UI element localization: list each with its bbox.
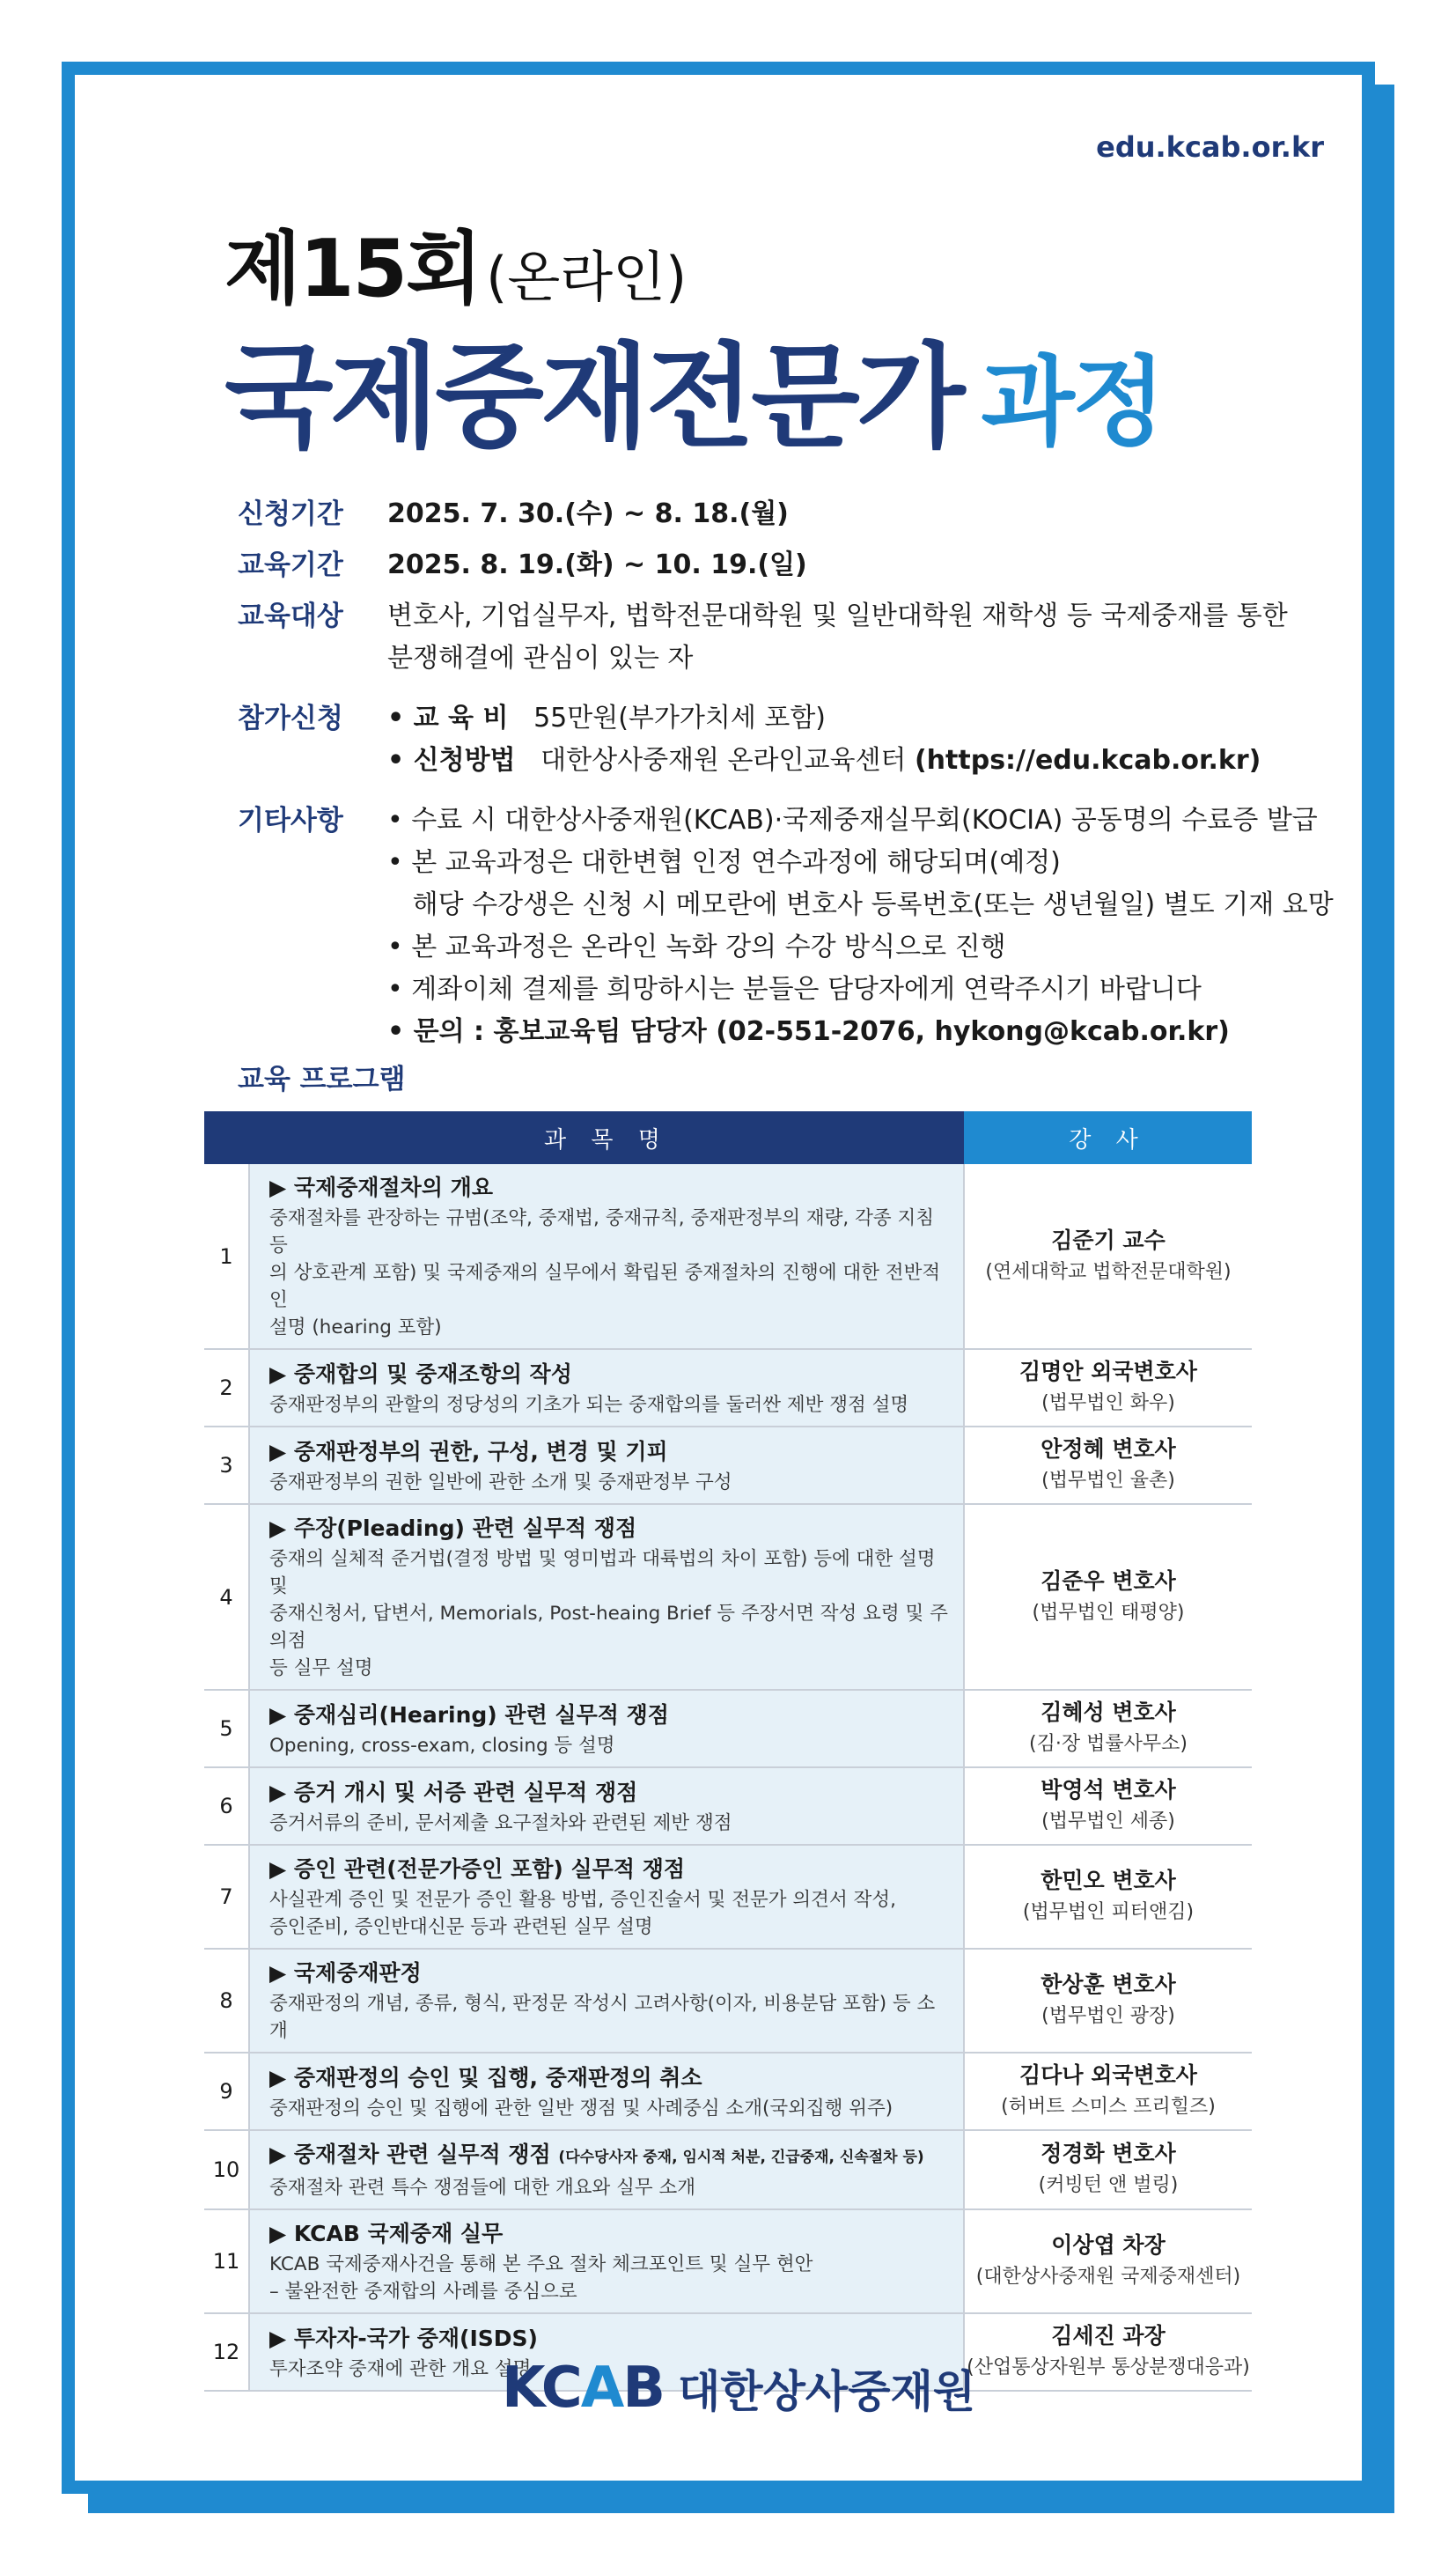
row-number: 12	[204, 2313, 249, 2391]
info-value: 2025. 7. 30.(수) ~ 8. 18.(월)	[387, 498, 789, 529]
online-label: (온라인)	[486, 245, 688, 309]
row-number: 3	[204, 1427, 249, 1504]
logo-name: 대한상사중재원	[678, 2366, 976, 2417]
etc-line: 해당 수강생은 신청 시 메모란에 변호사 등록번호(또는 생년월일) 별도 기재 요망	[387, 889, 1334, 920]
row-subject	[249, 1949, 964, 2053]
fee-value: 55만원(부가가치세 포함)	[533, 703, 827, 734]
instructor-org: (법무법인 율촌)	[1041, 1470, 1175, 1492]
subject-title: ▶ 중재판정의 승인 및 집행, 중재판정의 취소	[269, 2064, 702, 2090]
table-row	[204, 1949, 1252, 2053]
table-row	[204, 1504, 1252, 1690]
subject-description: 중재판정의 승인 및 집행에 관한 일반 쟁점 및 사례중심 소개(국외집행 위주)	[269, 2097, 893, 2120]
subject-description: 등 실무 설명	[269, 1657, 373, 1679]
instructor-org: (허버트 스미스 프리힐즈)	[1001, 2096, 1216, 2118]
website-url[interactable]: edu.kcab.or.kr	[1096, 130, 1324, 164]
instructor-name: 김다나 외국변호사	[1019, 2062, 1197, 2088]
info-value: 2025. 8. 19.(화) ~ 10. 19.(일)	[387, 549, 807, 580]
instructor-org: (연세대학교 법학전문대학원)	[985, 1260, 1232, 1283]
etc-line: • 계좌이체 결제를 희망하시는 분들은 담당자에게 연락주시기 바랍니다	[387, 974, 1202, 1005]
subject-description: – 불완전한 중재합의 사례를 중심으로	[269, 2281, 577, 2303]
row-number: 5	[204, 1690, 249, 1767]
row-subject	[249, 1767, 964, 1845]
row-subject	[249, 1845, 964, 1949]
row-subject	[249, 1427, 964, 1504]
program-rows	[204, 1164, 1252, 2391]
method-label: • 신청방법	[387, 745, 516, 776]
subject-description: 중재절차 관련 특수 쟁점들에 대한 개요와 실무 소개	[269, 2177, 695, 2199]
table-row	[204, 1767, 1252, 1845]
subject-description: 중재판정의 개념, 종류, 형식, 판정문 작성시 고려사항(이자, 비용분담 포함) 등 소개	[269, 1993, 936, 2042]
subject-description: 증거서류의 준비, 문서제출 요구절차와 관련된 제반 쟁점	[269, 1811, 732, 1834]
row-instructor	[964, 1349, 1252, 1427]
table-row	[204, 1164, 1252, 1349]
row-instructor	[964, 2209, 1252, 2313]
row-subject	[249, 1164, 964, 1349]
row-instructor	[964, 1767, 1252, 1845]
subject-title-note: (다수당사자 중재, 임시적 처분, 긴급중재, 신속절차 등)	[558, 2149, 924, 2166]
row-subject	[249, 2130, 964, 2209]
instructor-org: (법무법인 세종)	[1041, 1810, 1175, 1832]
row-instructor	[964, 1690, 1252, 1767]
subject-title: ▶ 증거 개시 및 서증 관련 실무적 쟁점	[269, 1779, 638, 1805]
row-number: 9	[204, 2053, 249, 2130]
subject-title: ▶ 국제중재판정	[269, 1960, 422, 1986]
subject-title: ▶ KCAB 국제중재 실무	[269, 2221, 504, 2246]
instructor-name: 한민오 변호사	[1041, 1868, 1176, 1893]
subject-title: ▶ 중재심리(Hearing) 관련 실무적 쟁점	[269, 1701, 669, 1728]
info-label: 신청기간	[238, 498, 343, 530]
subject-title: ▶ 중재판정부의 권한, 구성, 변경 및 기피	[269, 1438, 668, 1464]
instructor-org: (대한상사중재원 국제중재센터)	[975, 2266, 1241, 2288]
ordinal: 제15회	[224, 223, 482, 315]
subject-description: Opening, cross-exam, closing 등 설명	[269, 1734, 615, 1757]
row-subject	[249, 1690, 964, 1767]
row-number: 6	[204, 1767, 249, 1845]
row-number: 4	[204, 1504, 249, 1690]
table-row	[204, 1427, 1252, 1504]
instructor-name: 이상엽 차장	[1051, 2232, 1166, 2258]
row-instructor	[964, 2130, 1252, 2209]
instructor-org: (산업통상자원부 통상분쟁대응과)	[967, 2356, 1250, 2378]
header-subject: 과 목 명	[249, 1111, 964, 1164]
course-ordinal-title	[224, 204, 687, 319]
instructor-name: 안정혜 변호사	[1041, 1436, 1176, 1462]
row-subject	[249, 2053, 964, 2130]
subject-title: ▶ 투자자-국가 중재(ISDS)	[269, 2325, 538, 2351]
row-number: 7	[204, 1845, 249, 1949]
instructor-org: (법무법인 태평양)	[1032, 1601, 1185, 1624]
instructor-name: 김준우 변호사	[1041, 1567, 1176, 1594]
info-label: 기타사항	[238, 805, 343, 837]
subject-description: 중재신청서, 답변서, Memorials, Post-heaing Brief 등 주장서면 작성 요령 및 주의점	[269, 1603, 948, 1652]
etc-line: • 본 교육과정은 대한변협 인정 연수과정에 해당되며(예정)	[387, 847, 1061, 878]
info-etc	[238, 800, 1334, 1053]
instructor-name: 김준기 교수	[1051, 1227, 1166, 1253]
subject-title: ▶ 중재절차 관련 실무적 쟁점 (다수당사자 중재, 임시적 처분, 긴급중재, 신속절차 등)	[269, 2142, 924, 2167]
row-number: 2	[204, 1349, 249, 1427]
subject-description: 중재절차를 관장하는 규범(조약, 중재법, 중재규칙, 중재판정부의 재량, 각종 지침 등	[269, 1207, 935, 1257]
table-row	[204, 1690, 1252, 1767]
row-instructor	[964, 1845, 1252, 1949]
title-accent: 과정	[981, 346, 1164, 459]
info-label: 참가신청	[238, 703, 343, 734]
header-number	[204, 1111, 249, 1164]
subject-description: 투자조약 중재에 관한 개요 설명	[269, 2357, 532, 2380]
row-subject	[249, 2209, 964, 2313]
row-instructor	[964, 2313, 1252, 2391]
subject-title: ▶ 주장(Pleading) 관련 실무적 쟁점	[269, 1515, 637, 1541]
row-number: 8	[204, 1949, 249, 2053]
row-number: 1	[204, 1164, 249, 1349]
instructor-name: 정경화 변호사	[1041, 2141, 1176, 2166]
table-row	[204, 1349, 1252, 1427]
info-apply-period	[238, 493, 1329, 535]
program-title: 교육 프로그램	[238, 1064, 406, 1095]
info-edu-period	[238, 544, 1329, 586]
program-table	[204, 1111, 1252, 2392]
row-number: 11	[204, 2209, 249, 2313]
table-row	[204, 1845, 1252, 1949]
instructor-org: (법무법인 광장)	[1041, 2005, 1175, 2027]
info-join	[238, 697, 1329, 782]
method-value: 대한상사중재원 온라인교육센터	[540, 745, 907, 776]
instructor-org: (법무법인 화우)	[1041, 1392, 1175, 1414]
subject-title: ▶ 국제중재절차의 개요	[269, 1175, 493, 1200]
row-instructor	[964, 1427, 1252, 1504]
table-row	[204, 2130, 1252, 2209]
info-target	[238, 595, 1329, 680]
row-subject	[249, 1504, 964, 1690]
subject-title: ▶ 증인 관련(전문가증인 포함) 실무적 쟁점	[269, 1856, 685, 1882]
subject-description: 중재판정부의 관할의 정당성의 기초가 되는 중재합의를 둘러싼 제반 쟁점 설명	[269, 1393, 909, 1416]
etc-line: • 본 교육과정은 온라인 녹화 강의 수강 방식으로 진행	[387, 932, 1006, 962]
instructor-name: 김혜성 변호사	[1041, 1700, 1176, 1725]
row-instructor	[964, 2053, 1252, 2130]
table-row	[204, 2053, 1252, 2130]
table-row	[204, 2209, 1252, 2313]
instructor-name: 박영석 변호사	[1041, 1777, 1176, 1803]
row-subject	[249, 1349, 964, 1427]
info-value	[387, 800, 1334, 1053]
row-instructor	[964, 1164, 1252, 1349]
info-value: 변호사, 기업실무자, 법학전문대학원 및 일반대학원 재학생 등 국제중재를 통한 분쟁해결에 관심이 있는 자	[387, 601, 1288, 674]
method-url[interactable]: (https://edu.kcab.or.kr)	[914, 745, 1261, 776]
info-value	[387, 697, 1261, 782]
etc-line: • 수료 시 대한상사중재원(KCAB)·국제중재실무회(KOCIA) 공동명의 수료증 발급	[387, 805, 1318, 836]
main-title: 국제중재전문가	[224, 332, 962, 463]
instructor-name: 김명안 외국변호사	[1019, 1359, 1197, 1384]
row-instructor	[964, 1949, 1252, 2053]
subject-description: 의 상호관계 포함) 및 국제중재의 실무에서 확립된 중재절차의 진행에 대한 전반적인	[269, 1262, 941, 1311]
info-label: 교육기간	[238, 549, 343, 581]
fee-label: • 교 육 비	[387, 703, 509, 734]
subject-title: ▶ 중재합의 및 중재조항의 작성	[269, 1360, 572, 1387]
contact-line: • 문의 : 홍보교육팀 담당자 (02-551-2076, hykong@kcab.or.kr)	[387, 1016, 1230, 1047]
subject-description: 중재의 실체적 준거법(결정 방법 및 영미법과 대륙법의 차이 포함) 등에 대한 설명 및	[269, 1548, 936, 1597]
subject-description: KCAB 국제중재사건을 통해 본 주요 절차 체크포인트 및 실무 현안	[269, 2253, 813, 2275]
instructor-org: (김·장 법률사무소)	[1029, 1733, 1188, 1755]
info-section	[238, 493, 1334, 1053]
subject-description: 사실관계 증인 및 전문가 증인 활용 방법, 증인진술서 및 전문가 의견서 작성,	[269, 1889, 896, 1911]
row-number: 10	[204, 2130, 249, 2209]
logo-mark: KCAB	[502, 2356, 664, 2421]
info-label: 교육대상	[238, 601, 343, 632]
instructor-org: (커빙턴 앤 벌링)	[1038, 2174, 1179, 2196]
subject-description: 증인준비, 증인반대신문 등과 관련된 실무 설명	[269, 1916, 653, 1938]
table-header	[204, 1111, 1252, 1164]
subject-description: 설명 (hearing 포함)	[269, 1316, 442, 1338]
kcab-logo	[502, 2356, 975, 2421]
subject-description: 중재판정부의 권한 일반에 관한 소개 및 중재판정부 구성	[269, 1471, 732, 1493]
instructor-name: 한상훈 변호사	[1041, 1972, 1176, 1997]
course-main-title	[224, 306, 1163, 468]
row-instructor	[964, 1504, 1252, 1690]
instructor-name: 김세진 과장	[1051, 2323, 1166, 2348]
instructor-org: (법무법인 피터앤김)	[1022, 1901, 1195, 1923]
header-instructor: 강 사	[964, 1111, 1252, 1164]
